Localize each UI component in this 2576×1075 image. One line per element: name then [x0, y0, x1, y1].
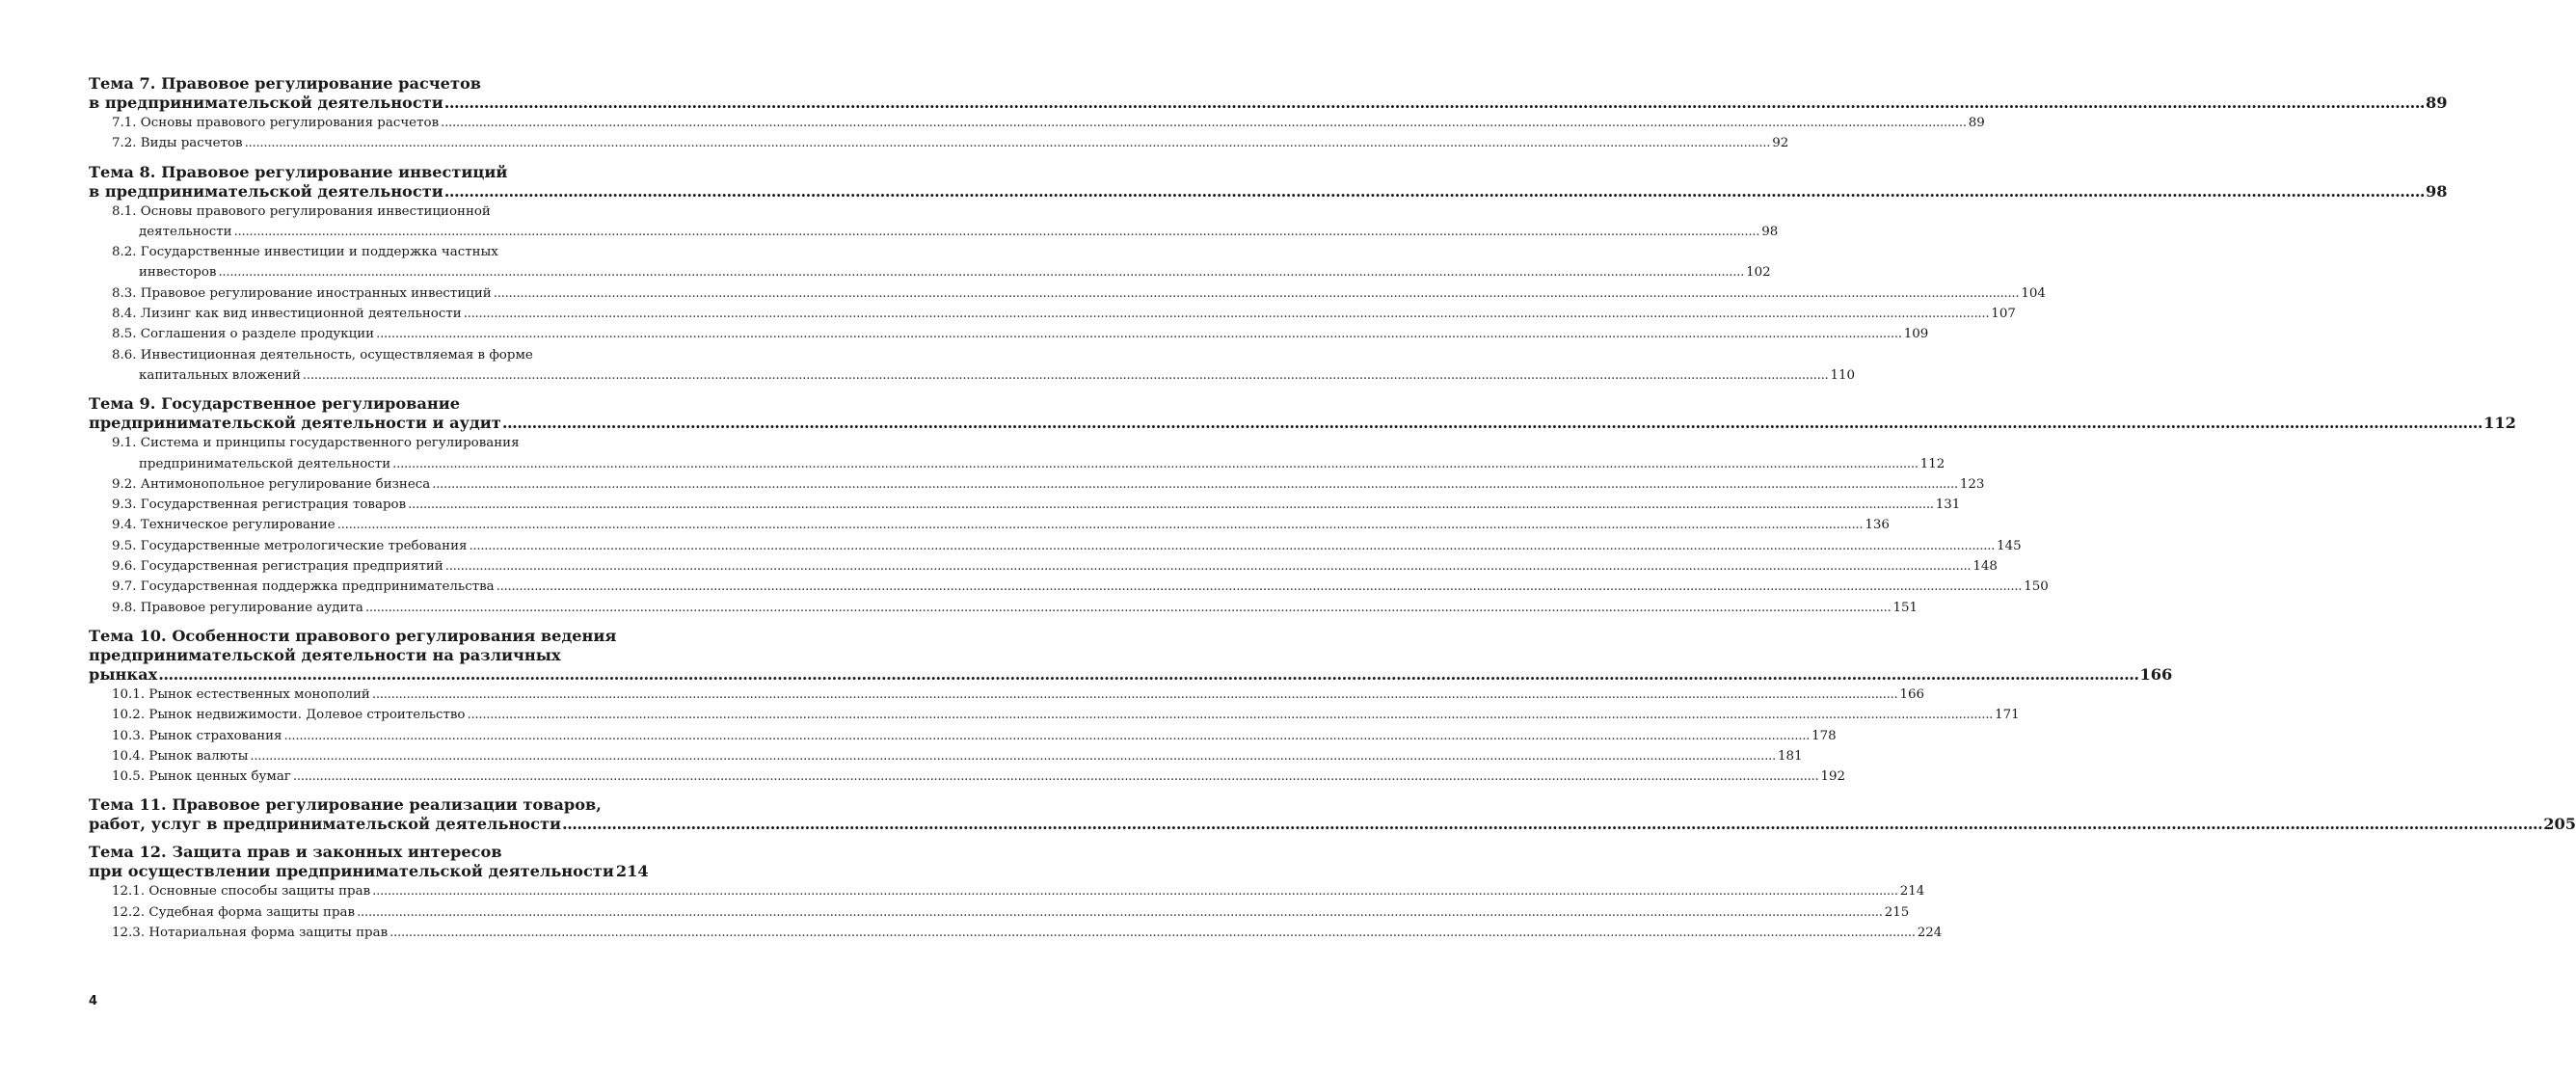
entry-line	[89, 495, 1961, 515]
entry-page-number: 89	[1968, 116, 1985, 130]
topic-title-text: Тема 12. Защита прав и законных интересов	[89, 843, 502, 862]
toc-topic	[89, 394, 2516, 618]
dot-leader: ................................................................................................................................................................................................................................................................................................................................................................................................................	[441, 116, 1967, 130]
topic-title-line	[89, 795, 613, 815]
entry-line	[89, 454, 1945, 474]
topic-title-line	[89, 394, 613, 414]
entry-text: 10.2. Рынок недвижимости. Долевое строительство	[112, 708, 466, 723]
entry-page-number: 92	[1772, 136, 1789, 151]
topic-title-text: Тема 7. Правовое регулирование расчетов	[89, 74, 482, 93]
toc-topic	[89, 795, 2576, 834]
page-number: 4	[89, 994, 98, 1008]
entry-page-number: 131	[1935, 497, 1961, 513]
entry-text: 8.3. Правовое регулирование иностранных инвестиций	[112, 285, 492, 301]
toc-entry	[89, 495, 1961, 515]
topic-page-number: 89	[2426, 94, 2448, 112]
entry-line	[89, 133, 1789, 153]
entry-text: 10.5. Рынок ценных бумаг	[112, 769, 291, 785]
entry-text: капитальных вложений	[139, 367, 301, 383]
entry-line	[89, 726, 1837, 746]
entry-text: 9.6. Государственная регистрация предприятий	[112, 559, 443, 575]
entry-line	[89, 598, 1919, 618]
topic-title-text: Тема 10. Особенности правового регулирования ведения	[89, 626, 617, 645]
toc-entry	[89, 923, 1943, 943]
entry-page-number: 104	[2021, 285, 2046, 301]
toc-entry	[89, 705, 2020, 725]
toc-entry	[89, 474, 1985, 495]
entry-page-number: 150	[2024, 579, 2049, 595]
toc-entry	[89, 242, 1771, 283]
toc-entry	[89, 515, 1890, 535]
entry-page-number: 145	[1997, 538, 2022, 553]
dot-leader: ................................................................................................................................................................................................................................................................................................................................................................................................................	[496, 579, 2023, 595]
topic-title-line	[89, 74, 613, 94]
dot-leader: ................................................................................................................................................................................................................................................................................................................................................................................................................	[493, 285, 2020, 301]
toc-entry	[89, 113, 1985, 133]
entry-text: 9.1. Система и принципы государственного регулирования	[112, 436, 520, 451]
entry-line	[89, 474, 1985, 495]
dot-leader: ................................................................................................................................................................................................................................................................................................................................................................................................................	[389, 926, 1916, 941]
topic-title-text: в предпринимательской деятельности	[89, 94, 443, 112]
topic-title-text: предпринимательской деятельности на различных	[89, 645, 561, 664]
toc-entry	[89, 133, 1789, 153]
topic-title-line	[89, 94, 2448, 113]
entry-text: 7.2. Виды расчетов	[112, 136, 243, 151]
dot-leader: ................................................................................................................................................................................................................................................................................................................................................................................................................	[244, 136, 1771, 151]
topic-title-line	[89, 664, 2173, 685]
entry-text: 9.7. Государственная поддержка предпринимательства	[112, 579, 495, 595]
entry-line	[89, 685, 1925, 705]
topic-title-line	[89, 626, 617, 646]
entry-line	[89, 262, 1771, 282]
entry-page-number: 178	[1811, 728, 1837, 743]
toc-entry	[89, 577, 2049, 597]
entry-page-number: 192	[1820, 769, 1845, 785]
toc-entry	[89, 598, 1919, 618]
dot-leader: ................................................................................................................................................................................................................................................................................................................................................................................................................	[392, 456, 1919, 471]
entry-line	[89, 202, 613, 222]
topic-title-line	[89, 862, 649, 881]
topic-page-number: 205	[2543, 815, 2576, 834]
topic-title-text: в предпринимательской деятельности	[89, 181, 443, 201]
entry-line	[89, 222, 1779, 242]
dot-leader: ................................................................................................................................................................................................................................................................................................................................................................................................................	[371, 686, 1898, 702]
topic-page-number: 98	[2426, 181, 2448, 201]
dot-leader: ................................................................................................................................................................................................................................................................................................................................................................................................................	[443, 94, 2425, 112]
entry-line	[89, 746, 1803, 766]
entry-text: 9.8. Правовое регулирование аудита	[112, 600, 363, 615]
toc-entry	[89, 902, 1910, 923]
toc-entry	[89, 202, 1779, 243]
toc-entry	[89, 283, 2046, 304]
entry-text: 8.2. Государственные инвестиции и поддержка частных	[112, 245, 498, 260]
entry-page-number: 98	[1761, 224, 1779, 239]
topic-title-line	[89, 414, 2516, 433]
toc-entry	[89, 345, 1856, 387]
topic-title-text: рынках	[89, 664, 158, 684]
dot-leader: ................................................................................................................................................................................................................................................................................................................................................................................................................	[469, 538, 1996, 553]
topic-title-text: при осуществлении предпринимательской деятельности	[89, 862, 614, 881]
dot-leader: ................................................................................................................................................................................................................................................................................................................................................................................................................	[501, 414, 2483, 433]
entry-text: 10.4. Рынок валюты	[112, 748, 249, 764]
entry-page-number: 215	[1884, 904, 1910, 920]
entry-page-number: 123	[1959, 476, 1985, 492]
dot-leader: ................................................................................................................................................................................................................................................................................................................................................................................................................	[158, 664, 2139, 684]
entry-page-number: 181	[1777, 748, 1803, 764]
dot-leader: ................................................................................................................................................................................................................................................................................................................................................................................................................	[467, 708, 1994, 723]
entry-line	[89, 536, 2022, 556]
entry-text: предпринимательской деятельности	[139, 456, 391, 471]
entry-line	[89, 556, 1998, 577]
topic-title-line	[89, 646, 613, 665]
topic-page-number: 112	[2483, 414, 2516, 433]
entry-text: 10.3. Рынок страхования	[112, 728, 282, 743]
entry-text: 9.3. Государственная регистрация товаров	[112, 497, 407, 513]
entry-line	[89, 433, 613, 453]
toc-entry	[89, 304, 2016, 324]
toc-entry	[89, 881, 1925, 901]
entry-text: 12.3. Нотариальная форма защиты прав	[112, 926, 389, 941]
topic-title-text: предпринимательской деятельности и аудит	[89, 414, 501, 433]
dot-leader: ................................................................................................................................................................................................................................................................................................................................................................................................................	[562, 815, 2543, 834]
entry-text: 9.4. Техническое регулирование	[112, 518, 335, 533]
toc-entry	[89, 766, 1845, 787]
dot-leader: ................................................................................................................................................................................................................................................................................................................................................................................................................	[444, 559, 1972, 575]
toc-topic	[89, 843, 1943, 943]
entry-text: инвесторов	[139, 265, 217, 281]
topic-page-number: 214	[615, 862, 649, 881]
dot-leader: ................................................................................................................................................................................................................................................................................................................................................................................................................	[408, 497, 1934, 513]
entry-text: 9.5. Государственные метрологические требования	[112, 538, 468, 553]
entry-page-number: 214	[1899, 884, 1925, 900]
entry-line	[89, 283, 2046, 304]
toc-topic	[89, 74, 2448, 154]
entry-text: 8.6. Инвестиционная деятельность, осуществляемая в форме	[112, 347, 533, 363]
table-of-contents	[89, 74, 2576, 952]
entry-line	[89, 881, 1925, 901]
entry-line	[89, 304, 2016, 324]
dot-leader: ................................................................................................................................................................................................................................................................................................................................................................................................................	[357, 904, 1883, 920]
topic-title-line	[89, 163, 613, 182]
entry-page-number: 110	[1830, 367, 1856, 383]
entry-text: 7.1. Основы правового регулирования расчетов	[112, 116, 440, 130]
entry-text: 8.5. Соглашения о разделе продукции	[112, 327, 375, 342]
entry-page-number: 102	[1746, 265, 1771, 281]
entry-page-number: 166	[1899, 686, 1925, 702]
entry-text: деятельности	[139, 224, 232, 239]
dot-leader: ................................................................................................................................................................................................................................................................................................................................................................................................................	[463, 307, 1990, 322]
topic-title-line	[89, 181, 2448, 202]
entry-page-number: 109	[1903, 327, 1929, 342]
dot-leader: ................................................................................................................................................................................................................................................................................................................................................................................................................	[283, 728, 1811, 743]
topic-title-line	[89, 843, 613, 862]
dot-leader: ................................................................................................................................................................................................................................................................................................................................................................................................................	[233, 224, 1760, 239]
topic-title-text: Тема 11. Правовое регулирование реализации товаров,	[89, 795, 602, 815]
toc-entry	[89, 324, 1929, 344]
entry-line	[89, 705, 2020, 725]
dot-leader: ................................................................................................................................................................................................................................................................................................................................................................................................................	[302, 367, 1829, 383]
entry-line	[89, 902, 1910, 923]
entry-text: 12.2. Судебная форма защиты прав	[112, 904, 356, 920]
topic-title-text: Тема 8. Правовое регулирование инвестиций	[89, 162, 508, 181]
entry-text: 9.2. Антимонопольное регулирование бизнеса	[112, 476, 431, 492]
dot-leader: ................................................................................................................................................................................................................................................................................................................................................................................................................	[443, 181, 2425, 201]
topic-title-text: Тема 9. Государственное регулирование	[89, 394, 461, 414]
toc-entry	[89, 556, 1998, 577]
entry-line	[89, 242, 613, 262]
entry-text: 8.4. Лизинг как вид инвестиционной деятельности	[112, 307, 462, 322]
dot-leader: ................................................................................................................................................................................................................................................................................................................................................................................................................	[218, 265, 1745, 281]
entry-page-number: 148	[1972, 559, 1998, 575]
entry-line	[89, 923, 1943, 943]
entry-text: 10.1. Рынок естественных монополий	[112, 686, 370, 702]
topic-title-text: работ, услуг в предпринимательской деятельности	[89, 815, 561, 834]
entry-line	[89, 515, 1890, 535]
toc-topic	[89, 162, 2448, 387]
toc-topic	[89, 626, 2173, 787]
entry-page-number: 171	[1995, 708, 2020, 723]
dot-leader: ................................................................................................................................................................................................................................................................................................................................................................................................................	[292, 769, 1819, 785]
toc-entry	[89, 726, 1837, 746]
entry-line	[89, 365, 1856, 386]
topic-title-line	[89, 815, 2576, 834]
dot-leader: ................................................................................................................................................................................................................................................................................................................................................................................................................	[364, 600, 1892, 615]
entry-line	[89, 345, 613, 365]
toc-entry	[89, 536, 2022, 556]
dot-leader: ................................................................................................................................................................................................................................................................................................................................................................................................................	[432, 476, 1958, 492]
entry-line	[89, 766, 1845, 787]
dot-leader: ................................................................................................................................................................................................................................................................................................................................................................................................................	[336, 518, 1864, 533]
entry-text: 12.1. Основные способы защиты прав	[112, 884, 371, 900]
dot-leader: ................................................................................................................................................................................................................................................................................................................................................................................................................	[372, 884, 1898, 900]
toc-entry	[89, 685, 1925, 705]
entry-page-number: 151	[1892, 600, 1919, 615]
entry-page-number: 107	[1991, 307, 2016, 322]
entry-page-number: 224	[1917, 926, 1943, 941]
entry-line	[89, 577, 2049, 597]
entry-line	[89, 113, 1985, 133]
entry-page-number: 136	[1865, 518, 1890, 533]
toc-entry	[89, 433, 1945, 474]
dot-leader: ................................................................................................................................................................................................................................................................................................................................................................................................................	[250, 748, 1776, 764]
entry-text: 8.1. Основы правового регулирования инвестиционной	[112, 203, 491, 219]
entry-line	[89, 324, 1929, 344]
entry-page-number: 112	[1919, 456, 1945, 471]
topic-page-number: 166	[2139, 664, 2173, 684]
toc-entry	[89, 746, 1803, 766]
dot-leader: ................................................................................................................................................................................................................................................................................................................................................................................................................	[376, 327, 1902, 342]
